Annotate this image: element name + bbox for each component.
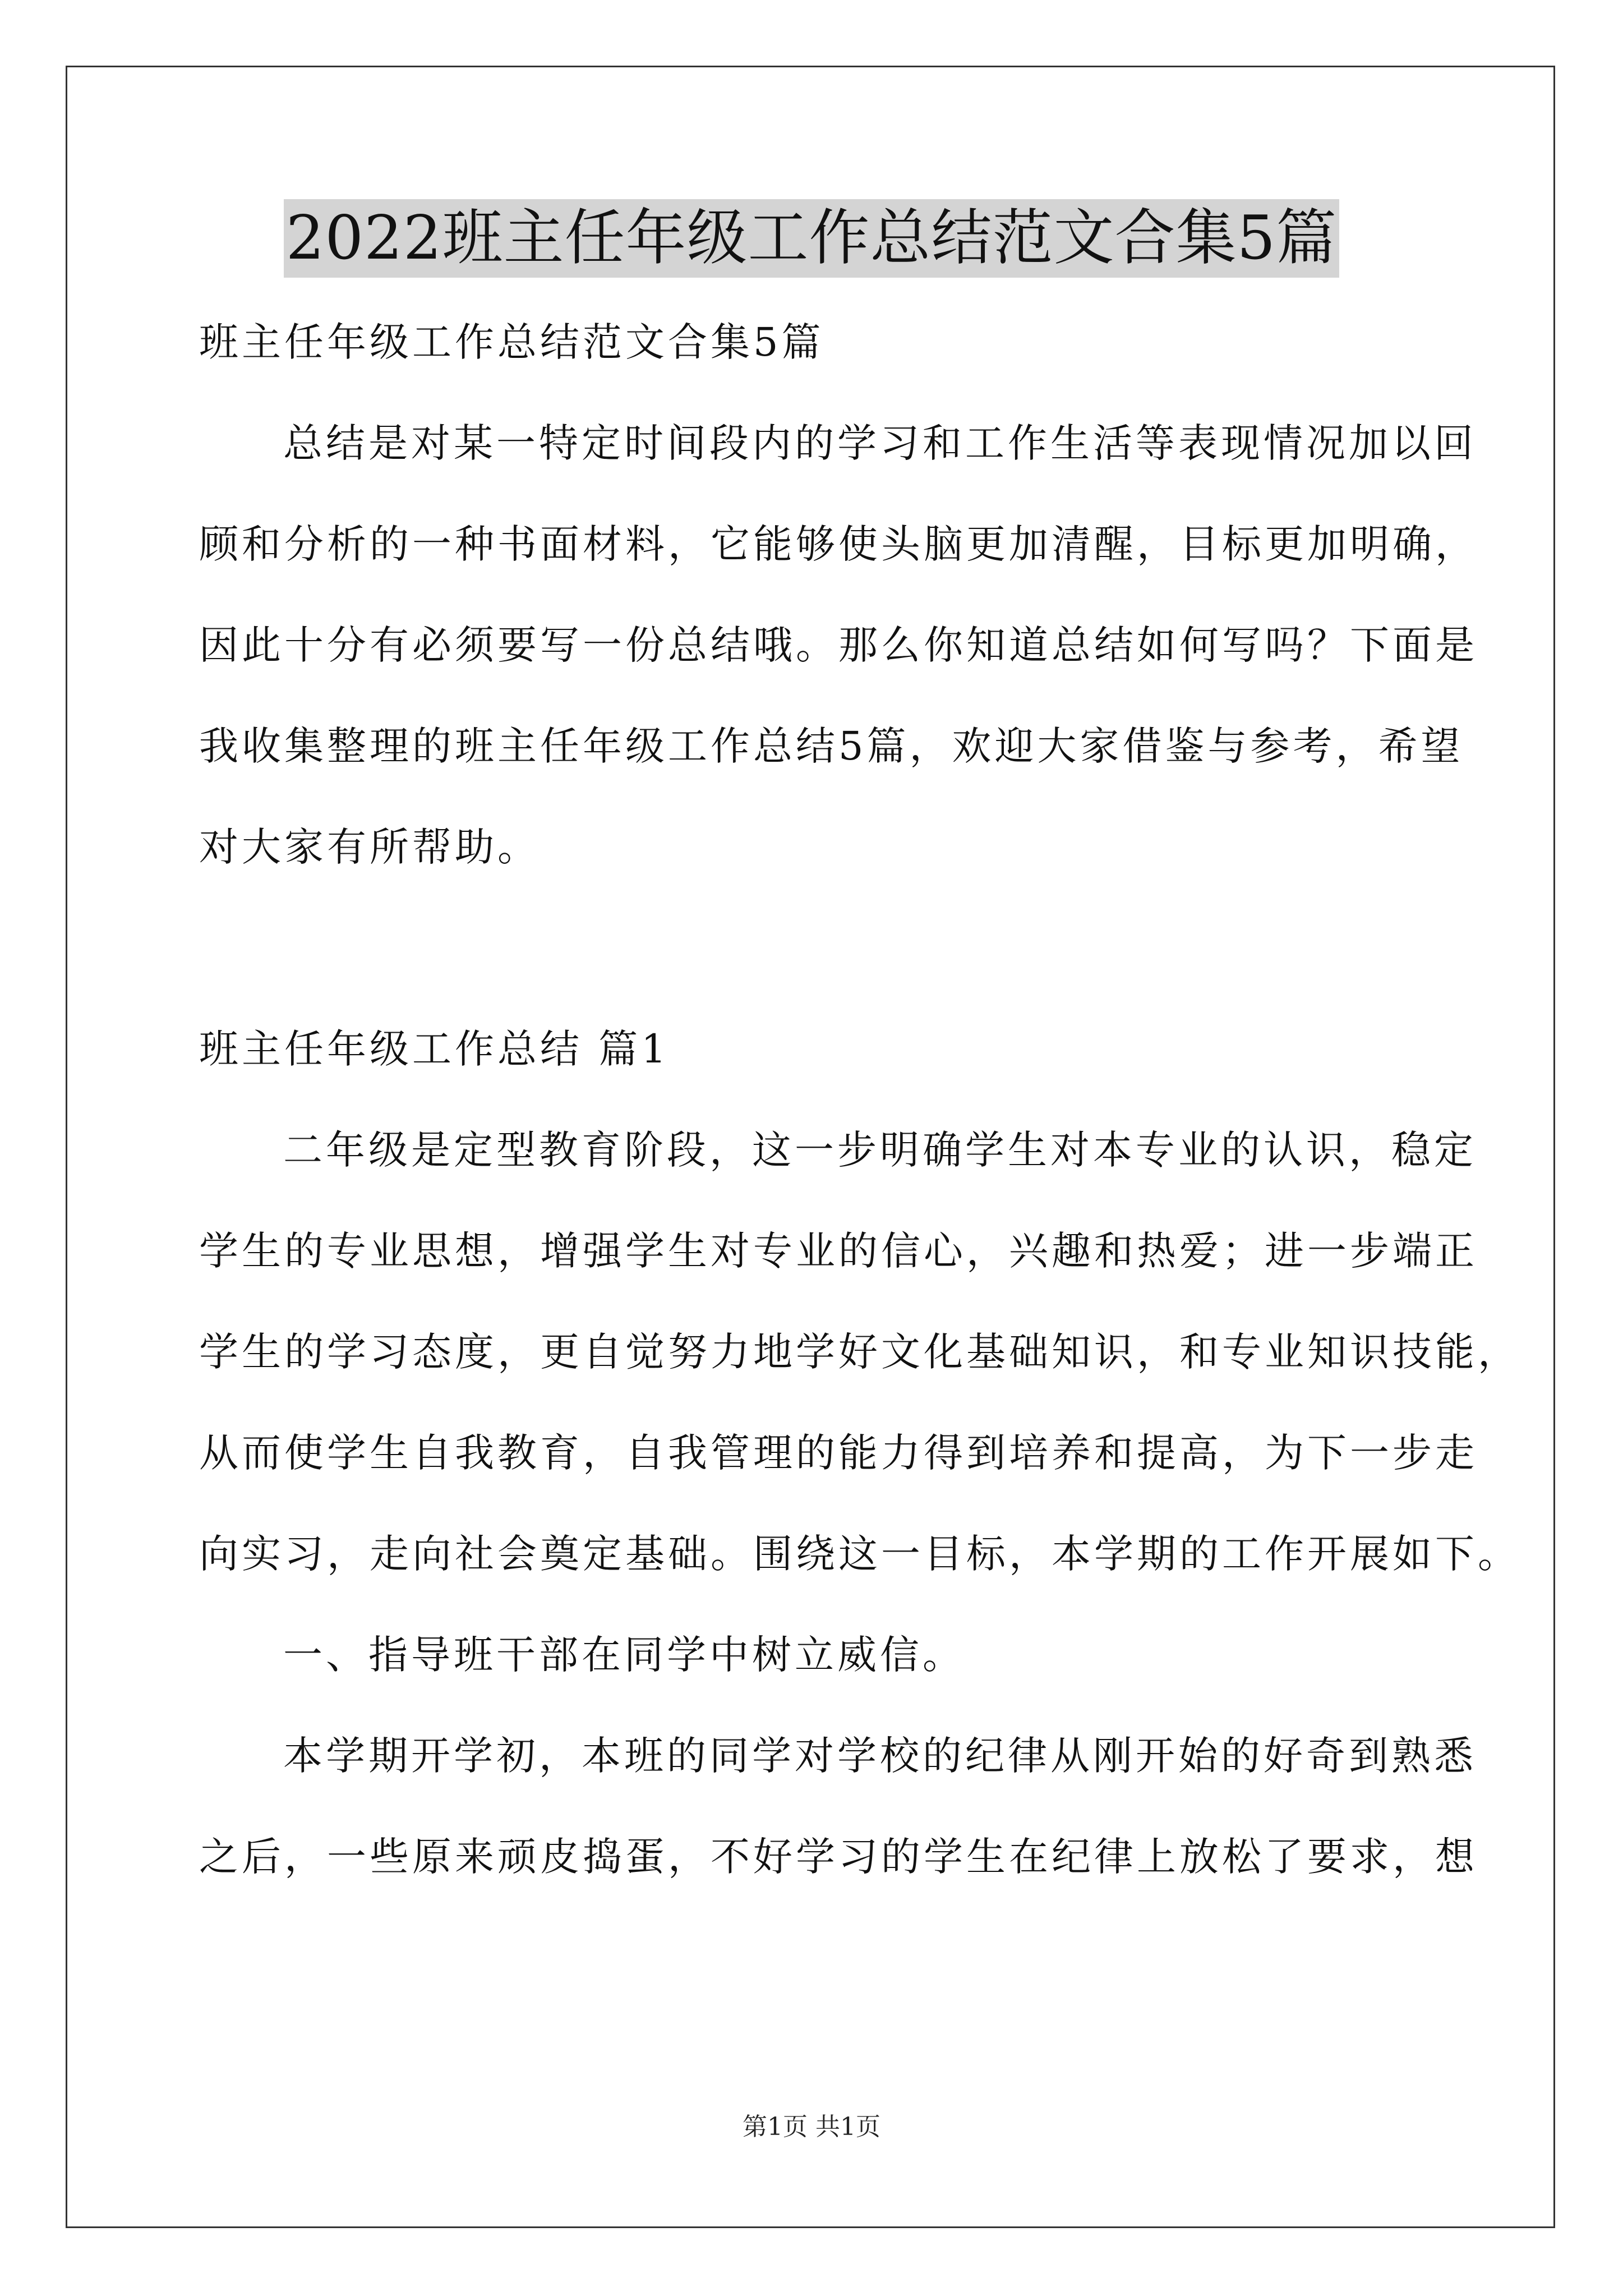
point-heading: 一、指导班干部在同学中树立威信。 <box>283 1632 965 1678</box>
section-heading: 班主任年级工作总结 篇1 <box>199 1026 670 1072</box>
section-line: 之后，一些原来顽皮捣蛋，不好学习的学生在纪律上放松了要求，想 <box>199 1834 1478 1880</box>
document-title: 2022班主任年级工作总结范文合集5篇 <box>284 199 1340 278</box>
section-line: 本学期开学初，本班的同学对学校的纪律从刚开始的好奇到熟悉 <box>283 1733 1477 1779</box>
document-body <box>199 292 1520 1907</box>
document-subtitle: 班主任年级工作总结范文合集5篇 <box>199 319 824 365</box>
intro-line: 我收集整理的班主任年级工作总结5篇，欢迎大家借鉴与参考，希望 <box>199 723 1464 769</box>
section-line: 向实习，走向社会奠定基础。围绕这一目标，本学期的工作开展如下。 <box>199 1531 1520 1577</box>
section-line: 从而使学生自我教育，自我管理的能力得到培养和提高，为下一步走 <box>199 1430 1478 1476</box>
paragraph-gap <box>199 898 1433 999</box>
section-line: 学生的学习态度，更自觉努力地学好文化基础知识，和专业知识技能， <box>199 1329 1520 1375</box>
section-line: 学生的专业思想，增强学生对专业的信心，兴趣和热爱；进一步端正 <box>199 1228 1478 1274</box>
intro-line: 对大家有所帮助。 <box>199 824 540 870</box>
intro-line: 总结是对某一特定时间段内的学习和工作生活等表现情况加以回 <box>283 420 1477 466</box>
intro-line: 顾和分析的一种书面材料，它能够使头脑更加清醒，目标更加明确， <box>199 521 1478 567</box>
intro-line: 因此十分有必须要写一份总结哦。那么你知道总结如何写吗？下面是 <box>199 622 1478 668</box>
page-footer: 第1页 共1页 <box>743 2113 880 2141</box>
section-line: 二年级是定型教育阶段，这一步明确学生对本专业的认识，稳定 <box>283 1127 1477 1173</box>
title-container <box>0 199 1623 278</box>
